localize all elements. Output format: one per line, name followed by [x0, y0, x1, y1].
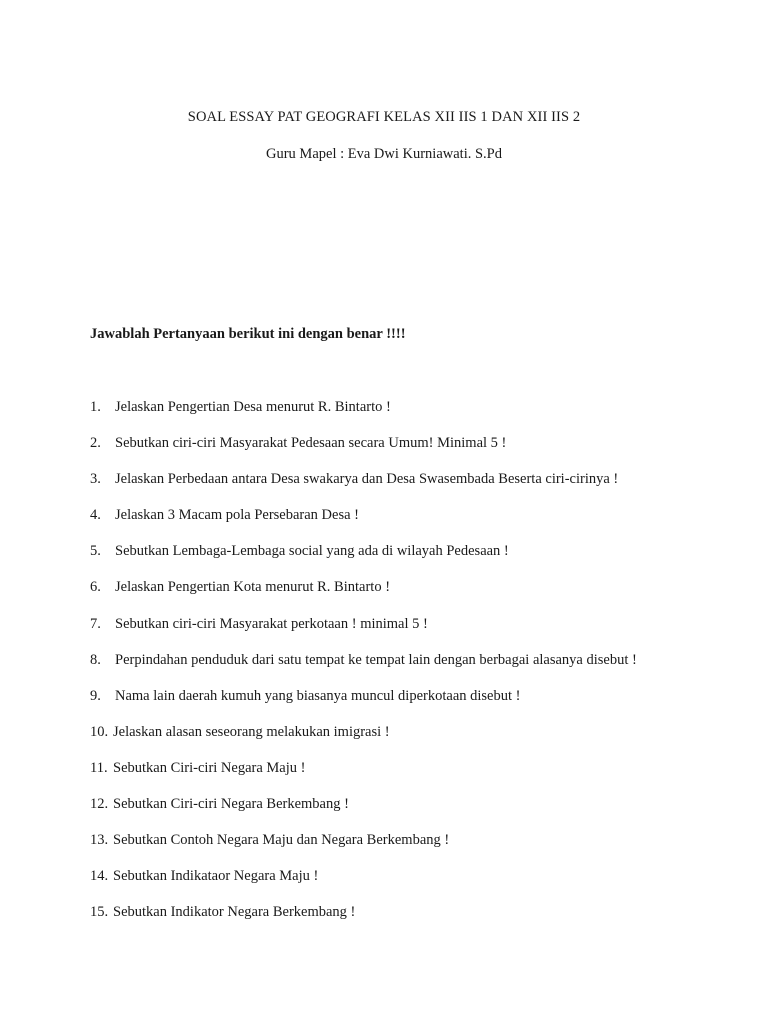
question-list: [90, 397, 637, 938]
teacher-name: Guru Mapel : Eva Dwi Kurniawati. S.Pd: [266, 146, 502, 162]
question-text: Jelaskan Perbedaan antara Desa swakarya dan Desa Swasembada Beserta ciri-cirinya !: [115, 471, 619, 488]
question-number: 10.: [90, 723, 109, 740]
question-number: 8.: [90, 651, 101, 668]
question-number: 2.: [90, 435, 101, 452]
question-text: Sebutkan Indikataor Negara Maju !: [113, 868, 319, 885]
question-text: Sebutkan ciri-ciri Masyarakat perkotaan ! minimal 5 !: [115, 615, 428, 632]
instruction-text: Jawablah Pertanyaan berikut ini dengan benar !!!!: [90, 326, 406, 342]
question-number: 12.: [90, 796, 109, 813]
question-item: [90, 866, 637, 902]
question-number: 4.: [90, 507, 101, 524]
question-number: 5.: [90, 543, 101, 560]
question-text: Jelaskan Pengertian Desa menurut R. Bintarto !: [115, 399, 391, 415]
question-number: 6.: [90, 579, 101, 596]
question-item: [90, 541, 637, 577]
question-item: [90, 614, 637, 650]
question-text: Sebutkan Ciri-ciri Negara Maju !: [113, 759, 306, 776]
question-text: Sebutkan Ciri-ciri Negara Berkembang !: [113, 796, 349, 813]
question-text: Jelaskan 3 Macam pola Persebaran Desa !: [115, 507, 359, 524]
question-item: [90, 505, 637, 541]
question-text: Sebutkan Indikator Negara Berkembang !: [113, 904, 356, 921]
question-item: [90, 794, 637, 830]
question-item: [90, 469, 637, 505]
question-text: Jelaskan Pengertian Kota menurut R. Bintarto !: [115, 579, 391, 596]
question-item: [90, 758, 637, 794]
question-number: 1.: [90, 399, 101, 415]
question-item: [90, 902, 637, 938]
question-number: 11.: [90, 759, 108, 776]
question-number: 15.: [90, 904, 109, 921]
question-item: [90, 397, 637, 433]
question-text: Sebutkan Lembaga-Lembaga social yang ada di wilayah Pedesaan !: [115, 543, 509, 560]
question-item: [90, 686, 637, 722]
question-number: 7.: [90, 615, 101, 632]
question-number: 13.: [90, 832, 109, 849]
question-text: Sebutkan ciri-ciri Masyarakat Pedesaan secara Umum! Minimal 5 !: [115, 435, 507, 452]
question-number: 9.: [90, 687, 101, 704]
question-text: Nama lain daerah kumuh yang biasanya muncul diperkotaan disebut !: [115, 687, 521, 704]
document-title: SOAL ESSAY PAT GEOGRAFI KELAS XII IIS 1 DAN XII IIS 2: [187, 109, 581, 125]
question-item: [90, 722, 637, 758]
question-text: Sebutkan Contoh Negara Maju dan Negara Berkembang !: [113, 832, 450, 849]
question-text: Perpindahan penduduk dari satu tempat ke tempat lain dengan berbagai alasanya disebut !: [115, 651, 637, 668]
question-item: [90, 650, 637, 686]
question-number: 3.: [90, 471, 101, 488]
question-number: 14.: [90, 868, 109, 885]
question-text: Jelaskan alasan seseorang melakukan imigrasi !: [113, 723, 390, 740]
question-item: [90, 577, 637, 613]
question-item: [90, 433, 637, 469]
question-item: [90, 830, 637, 866]
